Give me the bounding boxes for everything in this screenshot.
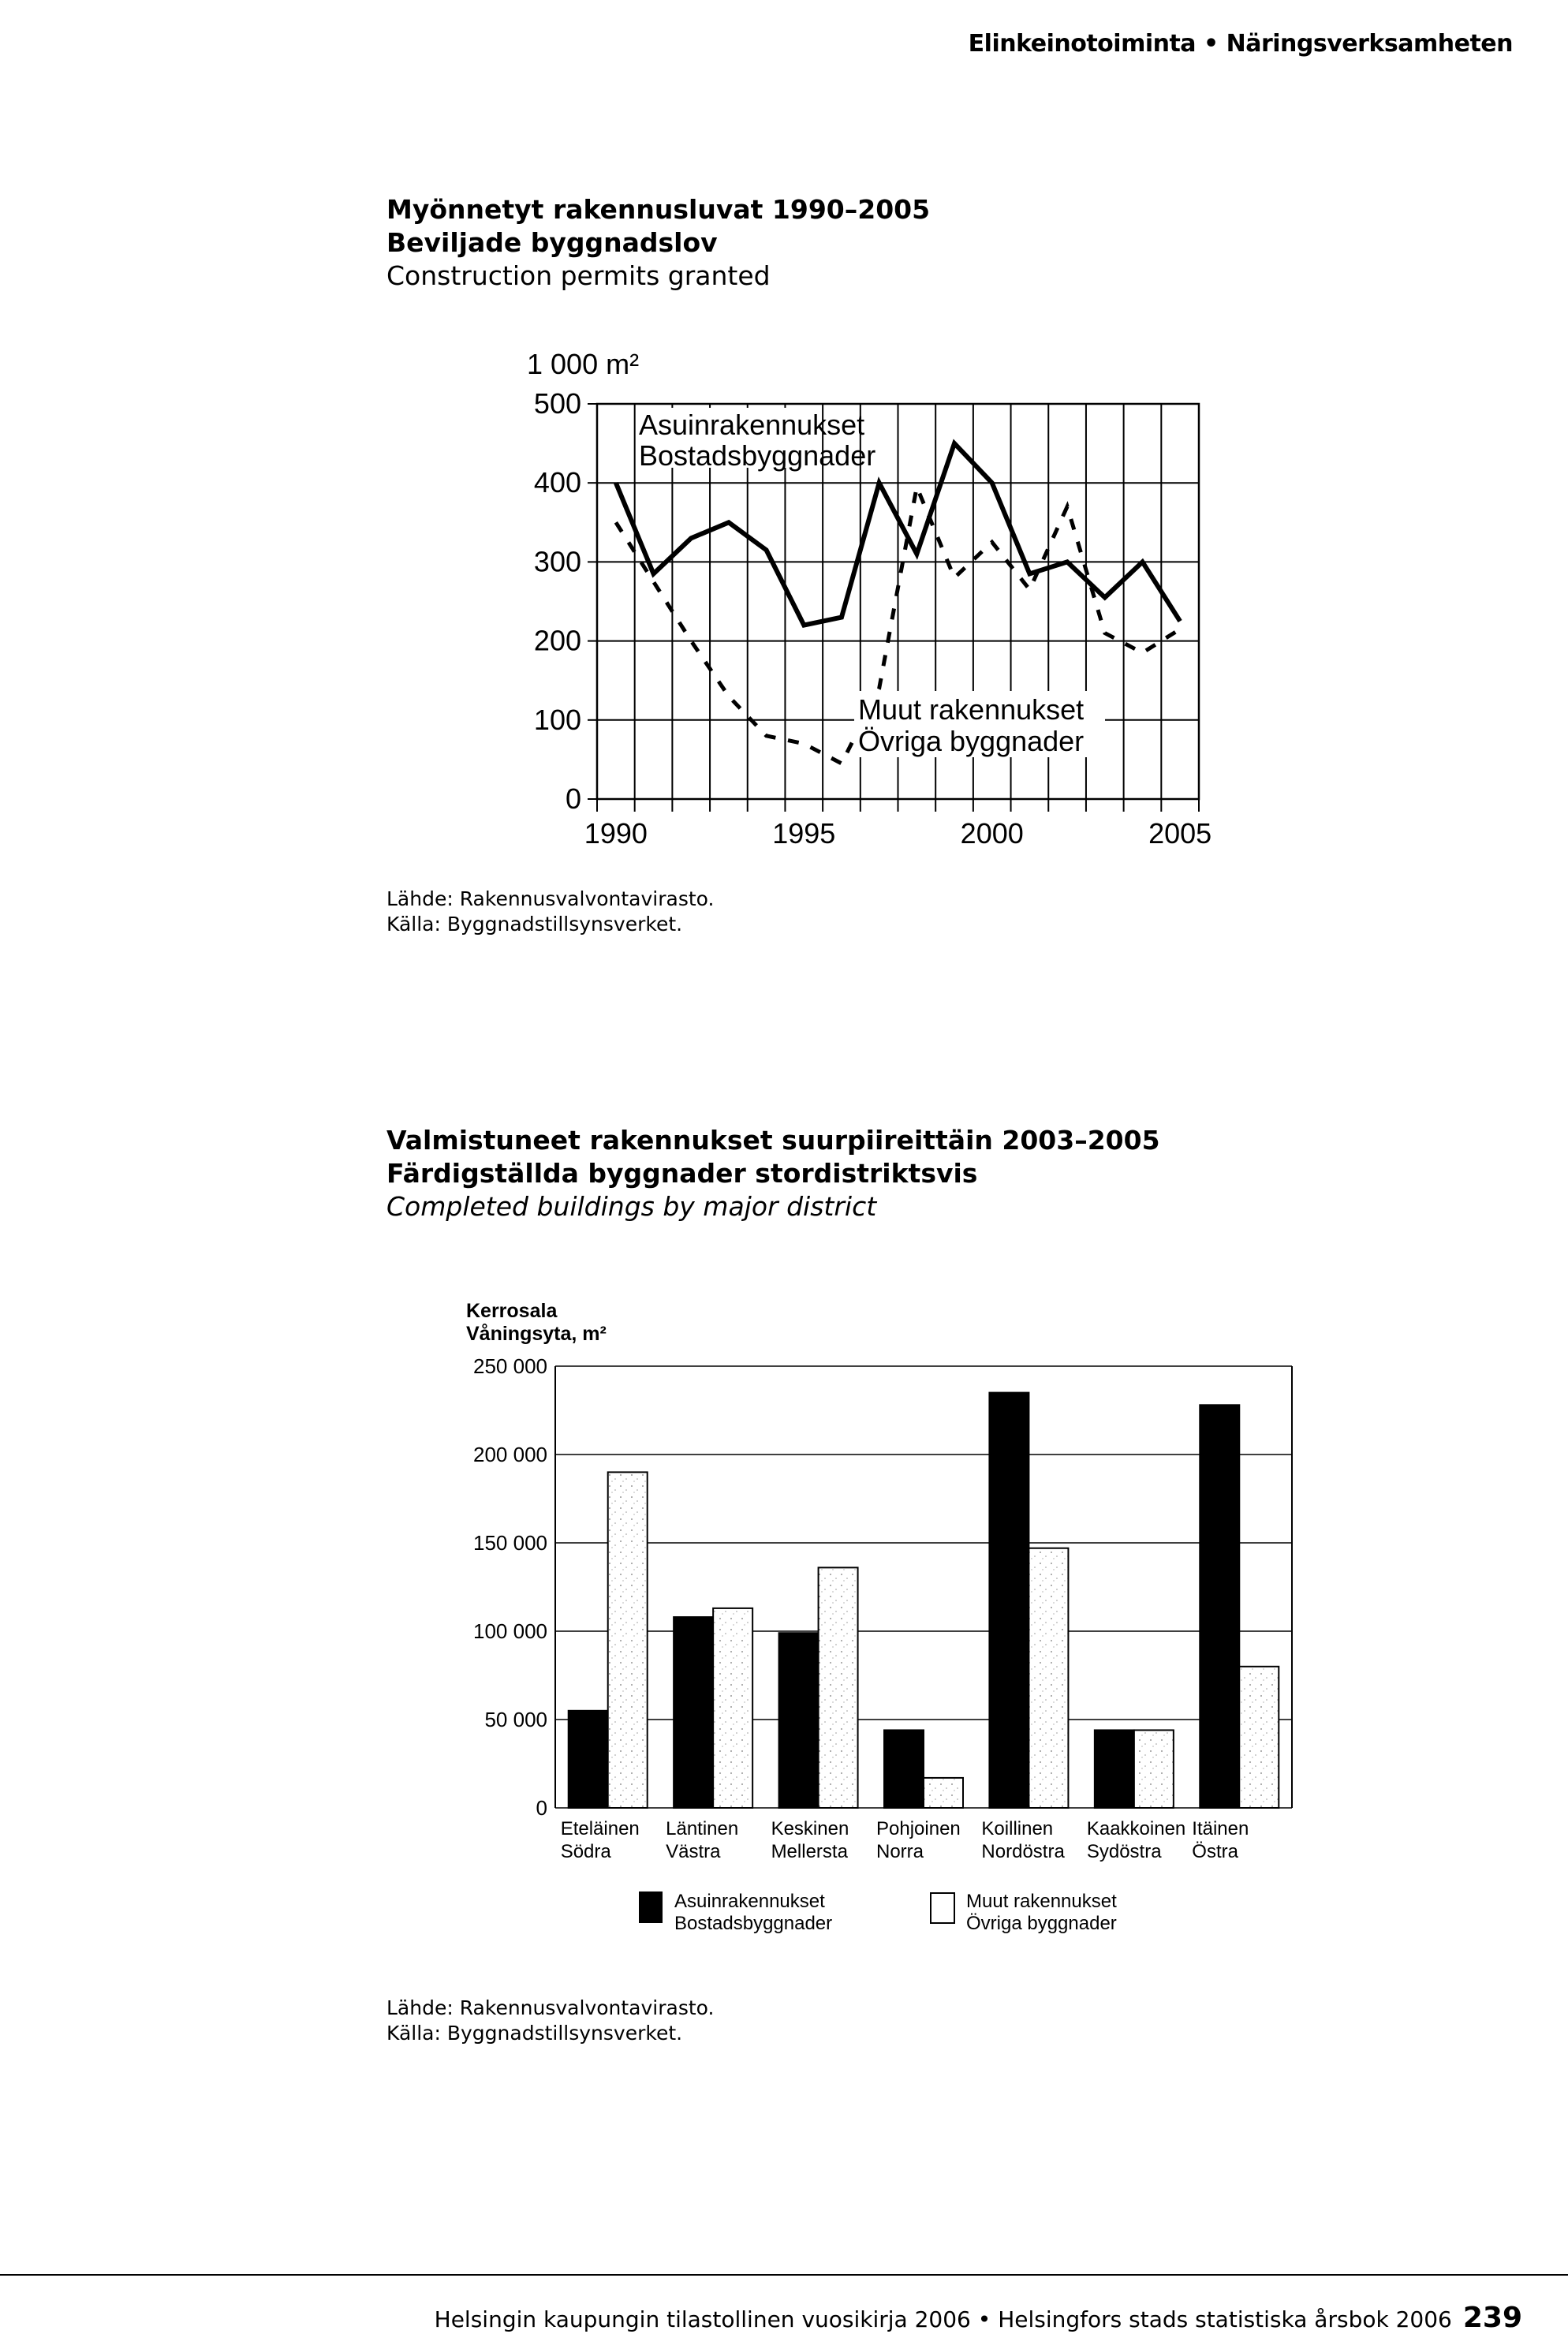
series-label-bostadsbyggnader: Bostadsbyggnader bbox=[639, 439, 875, 472]
category-label-sv: Sydöstra bbox=[1087, 1841, 1162, 1862]
x-tick-label: 1990 bbox=[584, 817, 648, 850]
legend-label-ovriga-byggnader: Övriga byggnader bbox=[966, 1913, 1117, 1934]
bar-asuinrakennukset bbox=[989, 1393, 1029, 1808]
bar-asuinrakennukset bbox=[1200, 1405, 1239, 1808]
legend-label-muut-rakennukset: Muut rakennukset bbox=[966, 1891, 1117, 1912]
category-label-fi: Pohjoinen bbox=[876, 1818, 961, 1839]
chart1-title-sv: Beviljade byggnadslov bbox=[386, 226, 930, 260]
category-label-fi: Itäinen bbox=[1192, 1818, 1249, 1839]
bar-muut-rakennukset bbox=[1029, 1548, 1068, 1808]
chart1-title-en: Construction permits granted bbox=[386, 260, 930, 293]
category-label-sv: Mellersta bbox=[771, 1841, 849, 1862]
bar-asuinrakennukset bbox=[779, 1633, 819, 1808]
chart2-title-sv: Färdigställda byggnader stordistriktsvis bbox=[386, 1157, 1160, 1190]
bar-muut-rakennukset bbox=[1239, 1667, 1279, 1808]
y-axis-label-sv: Våningsyta, m² bbox=[466, 1323, 607, 1345]
y-tick-label: 400 bbox=[534, 466, 581, 499]
category-label-sv: Södra bbox=[561, 1841, 612, 1862]
category-label-sv: Östra bbox=[1192, 1841, 1238, 1862]
y-axis-label: 1 000 m² bbox=[527, 348, 639, 380]
legend-label-bostadsbyggnader: Bostadsbyggnader bbox=[674, 1913, 832, 1934]
y-tick-label: 100 000 bbox=[473, 1619, 547, 1643]
bar-muut-rakennukset bbox=[819, 1567, 858, 1808]
bar-asuinrakennukset bbox=[1095, 1730, 1134, 1808]
category-label-fi: Eteläinen bbox=[561, 1818, 640, 1839]
footer-text: Helsingin kaupungin tilastollinen vuosikirja 2006 • Helsingfors stads statistiska årsbok 2006 bbox=[435, 2306, 1452, 2332]
y-tick-label: 0 bbox=[566, 782, 581, 815]
y-tick-label: 0 bbox=[536, 1796, 547, 1820]
y-axis-label-fi: Kerrosala bbox=[466, 1300, 558, 1322]
chart2-source-fi: Lähde: Rakennusvalvontavirasto. bbox=[386, 1996, 714, 2021]
chart1-source bbox=[386, 887, 714, 937]
line-chart bbox=[0, 0, 1568, 883]
chart2-source-sv: Källa: Byggnadstillsynsverket. bbox=[386, 2021, 714, 2046]
y-tick-label: 300 bbox=[534, 545, 581, 577]
category-label-fi: Kaakkoinen bbox=[1087, 1818, 1185, 1839]
bar-asuinrakennukset bbox=[884, 1730, 924, 1808]
chart2-title-fi: Valmistuneet rakennukset suurpiireittäin 2003–2005 bbox=[386, 1124, 1160, 1157]
chart1-source-sv: Källa: Byggnadstillsynsverket. bbox=[386, 912, 714, 937]
category-label-fi: Keskinen bbox=[771, 1818, 849, 1839]
y-tick-label: 100 bbox=[534, 704, 581, 736]
page-number: 239 bbox=[1463, 2302, 1522, 2334]
x-tick-label: 2000 bbox=[961, 817, 1024, 850]
bar-muut-rakennukset bbox=[608, 1472, 648, 1808]
bar-muut-rakennukset bbox=[924, 1778, 963, 1808]
series-label-asuinrakennukset: Asuinrakennukset bbox=[639, 409, 864, 441]
y-tick-label: 150 000 bbox=[473, 1531, 547, 1555]
y-tick-label: 500 bbox=[534, 387, 581, 420]
chart2-source bbox=[386, 1996, 714, 2046]
category-label-sv: Västra bbox=[666, 1841, 721, 1862]
series-label-muut-rakennukset: Muut rakennukset bbox=[858, 693, 1084, 726]
page-footer bbox=[0, 2302, 1522, 2334]
bar-chart-legend bbox=[639, 1891, 1117, 1934]
category-label-sv: Norra bbox=[876, 1841, 924, 1862]
category-label-fi: Koillinen bbox=[981, 1818, 1053, 1839]
bar-muut-rakennukset bbox=[713, 1608, 752, 1808]
y-tick-label: 200 bbox=[534, 625, 581, 657]
legend-label-asuinrakennukset: Asuinrakennukset bbox=[674, 1891, 825, 1912]
chart2-title-en: Completed buildings by major district bbox=[386, 1190, 1160, 1223]
chart1-source-fi: Lähde: Rakennusvalvontavirasto. bbox=[386, 887, 714, 912]
bar-asuinrakennukset bbox=[674, 1617, 713, 1808]
y-tick-label: 250 000 bbox=[473, 1354, 547, 1378]
x-tick-label: 2005 bbox=[1148, 817, 1211, 850]
running-header: Elinkeinotoiminta • Näringsverksamheten bbox=[0, 30, 1513, 58]
bar-asuinrakennukset bbox=[569, 1711, 608, 1808]
bar-muut-rakennukset bbox=[1134, 1730, 1174, 1808]
category-label-fi: Läntinen bbox=[666, 1818, 738, 1839]
series-label-ovriga-byggnader: Övriga byggnader bbox=[858, 725, 1084, 757]
legend-swatch-muut-rakennukset bbox=[931, 1893, 954, 1923]
chart1-title-fi: Myönnetyt rakennusluvat 1990–2005 bbox=[386, 193, 930, 226]
y-tick-label: 50 000 bbox=[484, 1708, 547, 1731]
line-chart-labels bbox=[527, 348, 1211, 850]
chart2-titles bbox=[386, 1124, 1160, 1223]
bar-chart bbox=[0, 1262, 1568, 1956]
legend-swatch-asuinrakennukset bbox=[639, 1891, 663, 1923]
category-label-sv: Nordöstra bbox=[981, 1841, 1065, 1862]
footer-rule bbox=[0, 2274, 1568, 2276]
y-tick-label: 200 000 bbox=[473, 1443, 547, 1466]
x-tick-label: 1995 bbox=[772, 817, 835, 850]
